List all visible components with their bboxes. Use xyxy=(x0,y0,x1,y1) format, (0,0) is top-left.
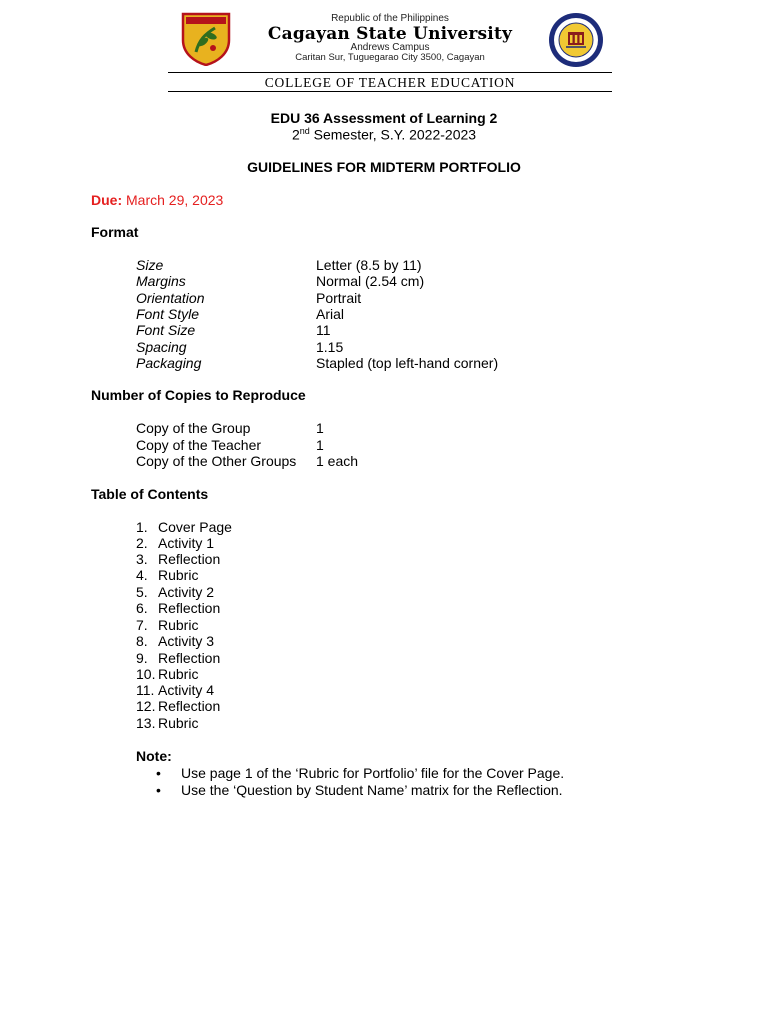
toc-text: Activity 4 xyxy=(158,682,215,698)
semester-text: Semester, S.Y. 2022-2023 xyxy=(309,126,477,143)
toc-number: 1. xyxy=(136,519,148,535)
note-heading: Note: xyxy=(136,748,172,764)
toc-item xyxy=(136,698,220,714)
format-key: Orientation xyxy=(136,290,205,306)
format-value: Stapled (top left-hand corner) xyxy=(316,355,499,371)
due-date-value: March 29, 2023 xyxy=(122,192,224,208)
bullet-dot-icon: • xyxy=(156,782,161,798)
campus-name: Andrews Campus xyxy=(350,42,430,53)
course-title: EDU 36 Assessment of Learning 2 xyxy=(270,110,498,126)
toc-item xyxy=(136,584,214,600)
header-top-rule xyxy=(168,72,612,73)
toc-text: Reflection xyxy=(158,698,221,714)
toc-text: Rubric xyxy=(158,715,199,731)
format-key: Margins xyxy=(136,273,186,289)
toc-item xyxy=(136,519,232,535)
toc-number: 2. xyxy=(136,535,148,551)
copies-key: Copy of the Teacher xyxy=(136,437,262,453)
toc-number: 5. xyxy=(136,584,148,600)
toc-text: Cover Page xyxy=(158,519,232,535)
toc-text: Activity 3 xyxy=(158,633,215,649)
toc-number: 9. xyxy=(136,650,148,666)
toc-text: Rubric xyxy=(158,666,199,682)
copies-key: Copy of the Other Groups xyxy=(136,453,297,469)
note-text: Use page 1 of the ‘Rubric for Portfolio’ file for the Cover Page. xyxy=(181,765,565,781)
toc-text: Rubric xyxy=(158,567,199,583)
format-heading: Format xyxy=(91,224,139,240)
copies-key: Copy of the Group xyxy=(136,420,251,436)
toc-heading: Table of Contents xyxy=(91,486,209,502)
due-date xyxy=(91,192,223,208)
format-value: 1.15 xyxy=(316,339,344,355)
format-value: Normal (2.54 cm) xyxy=(316,273,425,289)
toc-number: 4. xyxy=(136,567,148,583)
semester-number: 2 xyxy=(291,126,300,143)
format-key: Size xyxy=(136,257,164,273)
copies-value: 1 xyxy=(316,420,324,436)
bullet-dot-icon: • xyxy=(156,765,161,781)
college-name: COLLEGE OF TEACHER EDUCATION xyxy=(264,75,516,90)
due-label: Due: xyxy=(91,192,123,208)
toc-item xyxy=(136,650,220,666)
college-shield-logo-icon xyxy=(181,12,231,66)
format-key: Packaging xyxy=(136,355,202,371)
toc-item xyxy=(136,617,198,633)
toc-number: 8. xyxy=(136,633,148,649)
note-text: Use the ‘Question by Student Name’ matrix for the Reflection. xyxy=(181,782,563,798)
campus-address: Caritan Sur, Tuguegarao City 3500, Cagayan xyxy=(295,52,485,63)
toc-number: 12. xyxy=(136,698,156,714)
university-name: Cagayan State University xyxy=(267,24,513,44)
toc-item xyxy=(136,600,220,616)
toc-text: Activity 2 xyxy=(158,584,215,600)
toc-number: 13. xyxy=(136,715,156,731)
toc-text: Rubric xyxy=(158,617,199,633)
toc-item xyxy=(136,535,214,551)
toc-item xyxy=(136,633,214,649)
copies-heading: Number of Copies to Reproduce xyxy=(91,387,306,403)
toc-number: 11. xyxy=(136,682,155,698)
note-bullet xyxy=(156,765,564,781)
note-bullet xyxy=(156,782,563,798)
toc-item xyxy=(136,666,198,682)
toc-number: 10. xyxy=(136,666,156,682)
university-seal-icon xyxy=(548,12,604,68)
toc-item xyxy=(136,682,214,698)
copies-value: 1 xyxy=(316,437,324,453)
copies-value: 1 each xyxy=(316,453,359,469)
format-value: Letter (8.5 by 11) xyxy=(316,257,422,273)
toc-item xyxy=(136,551,220,567)
format-key: Font Style xyxy=(136,306,200,322)
republic-line: Republic of the Philippines xyxy=(331,13,449,24)
toc-text: Reflection xyxy=(158,551,221,567)
toc-text: Activity 1 xyxy=(158,535,215,551)
format-value: Portrait xyxy=(316,290,362,306)
guidelines-heading: GUIDELINES FOR MIDTERM PORTFOLIO xyxy=(247,159,521,175)
header-bottom-rule xyxy=(168,91,612,92)
semester-ordinal: nd xyxy=(299,126,310,136)
toc-number: 3. xyxy=(136,551,148,567)
format-key: Spacing xyxy=(136,339,187,355)
toc-number: 7. xyxy=(136,617,148,633)
toc-text: Reflection xyxy=(158,650,221,666)
format-value: 11 xyxy=(316,322,331,338)
toc-text: Reflection xyxy=(158,600,221,616)
semester-line xyxy=(0,126,768,143)
toc-number: 6. xyxy=(136,600,148,616)
toc-item xyxy=(136,715,198,731)
toc-item xyxy=(136,567,198,583)
format-value: Arial xyxy=(316,306,345,322)
format-key: Font Size xyxy=(136,322,196,338)
letterhead xyxy=(0,0,768,100)
